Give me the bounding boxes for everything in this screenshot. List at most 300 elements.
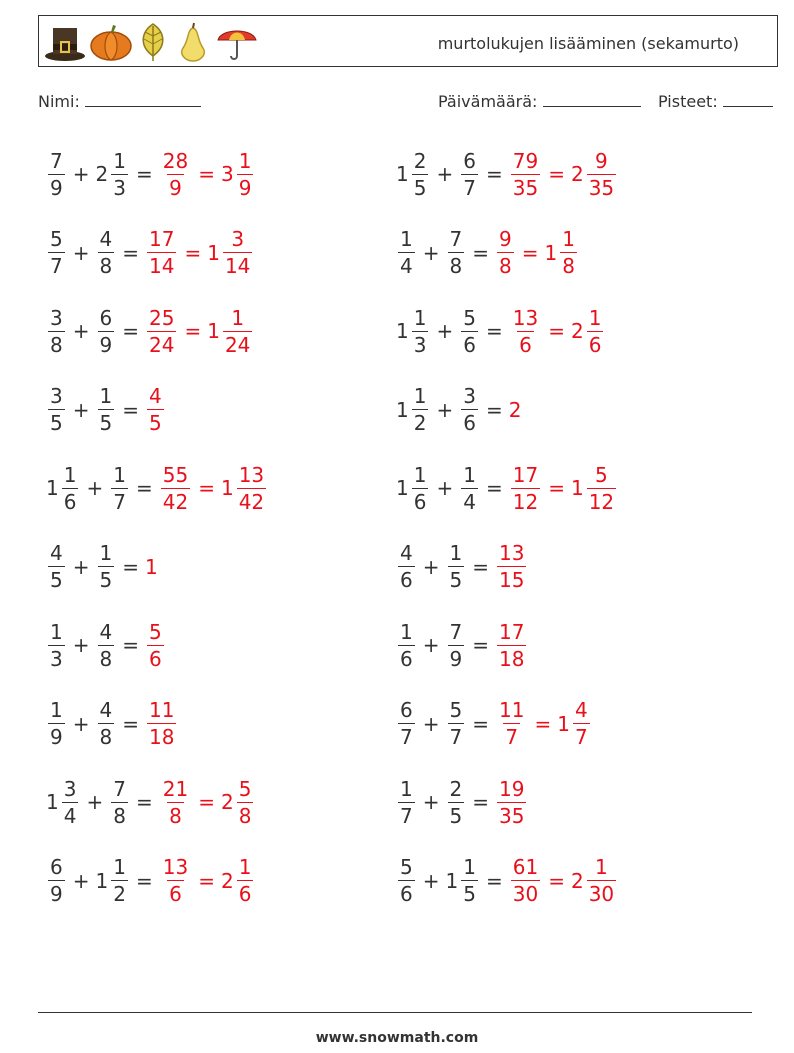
addend-1 [396,700,417,747]
score-label: Pisteet: [658,92,718,111]
numerator: 7 [449,619,463,644]
answer [159,776,256,828]
answer-improper [495,543,528,590]
fraction [461,857,478,904]
denominator: 6 [149,646,162,671]
fraction [62,462,79,514]
whole-number: 2 [95,162,109,186]
fraction [497,543,526,590]
equals-sign: = [472,240,489,265]
numerator: 2 [413,148,427,173]
numerator: 3 [50,305,63,330]
numerator: 17 [512,462,539,487]
fraction [147,386,164,433]
answer-whole: 2 [508,397,522,422]
answer-equals-sign: = [198,162,215,186]
problem-19 [46,849,255,913]
whole-number: 1 [396,476,409,500]
fraction [111,462,128,514]
answer-mixed [220,148,255,200]
numerator: 4 [99,619,113,644]
numerator: 1 [413,305,427,330]
answer-equals-sign: = [548,162,565,186]
numerator: 1 [413,462,427,487]
name-line[interactable] [85,92,201,107]
numerator: 1 [50,698,63,722]
denominator: 12 [512,489,539,514]
plus-sign: + [72,868,90,893]
addend-2 [446,619,467,671]
denominator: 8 [449,254,463,278]
plus-sign: + [422,711,440,736]
numerator: 1 [238,855,252,879]
denominator: 6 [413,489,427,514]
answer-improper [145,229,178,276]
fraction [98,229,115,276]
fraction [497,776,526,828]
denominator: 35 [512,175,539,200]
denominator: 6 [400,882,413,906]
numerator: 2 [449,776,463,801]
fraction [461,386,478,433]
denominator: 9 [99,332,113,357]
whole-number: 1 [570,476,584,500]
answer-equals-sign: = [198,790,215,814]
fraction [111,776,128,828]
answer-equals-sign: = [198,476,215,500]
numerator: 55 [162,462,189,487]
problem-4 [396,221,579,285]
numerator: 1 [413,384,427,408]
denominator: 15 [499,568,525,592]
fraction [237,857,254,904]
fraction [161,776,190,828]
whole-number: 3 [220,162,234,186]
problem-20 [396,849,618,913]
fraction [161,148,190,200]
equals-sign: = [135,476,153,500]
equals-sign: = [122,711,139,736]
fraction [98,700,115,747]
answer [145,229,254,276]
problem-18 [396,770,528,834]
denominator: 14 [149,254,175,278]
numerator: 17 [149,227,175,251]
numerator: 9 [499,227,512,251]
numerator: 28 [162,148,189,173]
score-field [658,92,773,111]
equals-sign: = [122,554,139,579]
leaf-icon [135,22,171,62]
problem-8 [396,378,521,442]
denominator: 12 [588,489,615,514]
fraction [412,305,429,357]
numerator: 1 [463,462,476,487]
denominator: 5 [99,568,113,592]
numerator: 5 [149,619,162,644]
fraction [98,386,115,433]
denominator: 5 [449,803,463,828]
name-field [38,92,201,111]
plus-sign: + [422,790,440,814]
fraction [62,776,79,828]
plus-sign: + [422,633,440,657]
fraction [587,462,616,514]
numerator: 6 [400,698,413,722]
numerator: 13 [238,462,265,487]
whole-number: 1 [220,476,234,500]
answer [495,776,528,828]
answer [495,229,579,276]
denominator: 6 [519,332,532,357]
pilgrim-hat-icon [43,22,87,62]
addend-1 [396,776,417,828]
answer-improper [509,462,542,514]
denominator: 2 [413,411,427,435]
answer-equals-sign: = [184,319,202,343]
addend-2 [96,700,117,747]
denominator: 5 [463,882,476,906]
denominator: 42 [162,489,189,514]
fraction [48,619,65,671]
fraction [497,700,526,747]
denominator: 8 [238,803,252,828]
fraction [98,543,115,590]
date-line[interactable] [543,92,641,107]
numerator: 1 [231,305,245,330]
denominator: 5 [449,568,463,592]
addend-1 [46,776,80,828]
fraction [223,305,252,357]
fraction [511,857,540,904]
answer-improper [495,229,516,276]
numerator: 3 [463,384,476,408]
denominator: 2 [113,882,126,906]
fraction [48,386,65,433]
denominator: 3 [413,332,427,357]
whole-number: 1 [544,240,558,265]
addend-1 [396,543,417,590]
plus-sign: + [422,240,440,265]
denominator: 8 [50,332,63,357]
denominator: 24 [149,332,175,357]
denominator: 9 [50,725,63,749]
numerator: 11 [499,698,525,722]
numerator: 6 [463,148,476,173]
problem-3 [46,221,254,285]
fraction [461,462,478,514]
date-field [438,92,641,111]
denominator: 8 [99,646,113,671]
answer-mixed [207,229,254,276]
answer [145,700,178,747]
denominator: 9 [50,175,63,200]
denominator: 4 [400,254,413,278]
plus-sign: + [72,554,90,579]
fraction [398,543,415,590]
problem-12 [396,535,528,599]
denominator: 5 [149,411,162,435]
fraction [573,700,590,747]
problem-16 [396,692,592,756]
answer-mixed [207,305,254,357]
fraction [398,619,415,671]
whole-number: 2 [220,790,234,814]
fraction [560,229,577,276]
fraction [511,462,540,514]
addend-1 [46,229,67,276]
answer [509,148,618,200]
whole-number: 1 [445,868,459,893]
answer-improper [145,619,166,671]
denominator: 35 [588,175,615,200]
fraction [223,229,252,276]
addend-1 [46,700,67,747]
plus-sign: + [72,319,90,343]
fraction [111,857,128,904]
numerator: 6 [50,855,63,879]
addend-2 [446,229,467,276]
numerator: 1 [113,148,126,173]
denominator: 8 [113,803,126,828]
answer-equals-sign: = [548,319,565,343]
addend-1 [396,305,430,357]
denominator: 30 [588,882,615,906]
denominator: 5 [99,411,113,435]
addend-2 [446,543,467,590]
plus-sign: + [86,790,104,814]
equals-sign: = [122,397,139,422]
denominator: 8 [99,254,113,278]
fraction [398,229,415,276]
fraction [147,700,176,747]
fraction [497,619,526,671]
addend-2 [96,305,117,357]
numerator: 13 [499,541,525,565]
plus-sign: + [436,397,454,422]
fraction [48,857,65,904]
plus-sign: + [436,476,454,500]
numerator: 4 [99,227,113,251]
numerator: 1 [99,541,113,565]
problem-5 [46,299,254,363]
answer-improper [159,857,192,904]
footer-url: www.snowmath.com [315,1030,479,1046]
denominator: 7 [505,725,519,749]
problem-6 [396,299,605,363]
denominator: 5 [50,411,63,435]
addend-1 [46,386,67,433]
denominator: 6 [169,882,182,906]
fraction [398,700,415,747]
numerator: 1 [400,619,413,644]
plus-sign: + [422,554,440,579]
denominator: 24 [224,332,251,357]
denominator: 18 [149,725,175,749]
fraction [48,700,65,747]
numerator: 1 [63,462,77,487]
fraction [111,148,128,200]
denominator: 8 [99,725,113,749]
numerator: 79 [512,148,539,173]
denominator: 6 [400,646,413,671]
date-label: Päivämäärä: [438,92,538,111]
fraction [48,543,65,590]
numerator: 7 [449,227,463,251]
fraction [587,305,604,357]
addend-1 [46,462,80,514]
equals-sign: = [135,868,153,893]
fraction [448,776,465,828]
fraction [98,305,115,357]
numerator: 11 [149,698,175,722]
addend-2 [446,857,480,904]
answer-equals-sign: = [548,476,565,500]
equals-sign: = [485,319,503,343]
fraction [448,619,465,671]
denominator: 7 [113,489,126,514]
addend-1 [46,148,67,200]
answer-improper [495,776,528,828]
fraction [237,462,266,514]
fraction [412,462,429,514]
denominator: 9 [238,175,252,200]
numerator: 6 [99,305,113,330]
equals-sign: = [472,790,489,814]
answer-mixed [557,700,591,747]
plus-sign: + [72,711,90,736]
addend-2 [96,386,117,433]
addend-2 [96,229,117,276]
numerator: 1 [400,227,413,251]
addend-2 [459,305,480,357]
answer-improper [159,462,192,514]
plus-sign: + [72,633,90,657]
addend-1 [396,386,430,433]
numerator: 5 [463,305,476,330]
answer-equals-sign: = [521,240,539,265]
problem-2 [396,142,618,206]
denominator: 9 [449,646,463,671]
equals-sign: = [122,319,139,343]
fraction [48,148,65,200]
plus-sign: + [72,162,90,186]
denominator: 8 [562,254,575,278]
numerator: 4 [400,541,413,565]
equals-sign: = [485,868,503,893]
fraction [237,776,254,828]
denominator: 4 [63,803,77,828]
equals-sign: = [472,711,489,736]
answer-mixed [570,148,618,200]
answer [509,857,618,904]
denominator: 3 [113,175,126,200]
answer-improper [159,776,192,828]
answer [159,148,256,200]
plus-sign: + [436,162,454,186]
numerator: 4 [99,698,113,722]
problem-17 [46,770,255,834]
numerator: 5 [50,227,63,251]
fraction [147,305,176,357]
answer-equals-sign: = [534,711,552,736]
denominator: 5 [413,175,427,200]
addend-1 [396,619,417,671]
whole-number: 2 [570,319,584,343]
whole-number: 1 [46,476,59,500]
whole-number: 1 [396,397,409,422]
problem-9 [46,456,268,520]
numerator: 13 [162,855,189,879]
whole-number: 2 [570,868,584,893]
fraction [161,462,190,514]
denominator: 6 [588,332,602,357]
denominator: 7 [400,803,413,828]
score-line[interactable] [723,92,773,107]
answer-equals-sign: = [184,240,202,265]
numerator: 5 [400,855,413,879]
denominator: 6 [238,882,252,906]
equals-sign: = [135,162,153,186]
answer-improper [509,857,542,904]
answer [145,619,166,671]
denominator: 6 [463,411,476,435]
addend-1 [396,857,417,904]
numerator: 5 [595,462,608,487]
fraction [48,229,65,276]
numerator: 1 [562,227,575,251]
denominator: 14 [224,254,251,278]
numerator: 1 [113,855,126,879]
problem-14 [396,613,528,677]
answer [145,305,254,357]
numerator: 1 [50,619,63,644]
answer [495,619,528,671]
answer [145,555,158,579]
numerator: 21 [162,776,189,801]
denominator: 7 [463,175,476,200]
addend-2 [96,543,117,590]
equals-sign: = [135,790,153,814]
equals-sign: = [122,633,139,657]
problem-15 [46,692,178,756]
problem-10 [396,456,618,520]
denominator: 7 [400,725,413,749]
whole-number: 1 [557,711,570,736]
whole-number: 1 [95,868,109,893]
worksheet-title: murtolukujen lisääminen (sekamurto) [437,34,739,53]
addend-2 [446,776,467,828]
numerator: 1 [588,305,602,330]
addend-1 [396,229,417,276]
denominator: 6 [63,489,77,514]
addend-1 [396,148,430,200]
equals-sign: = [485,162,503,186]
problem-7 [46,378,166,442]
addend-1 [46,543,67,590]
name-label: Nimi: [38,92,80,111]
denominator: 7 [449,725,463,749]
plus-sign: + [86,476,104,500]
answer [509,398,522,422]
addend-1 [396,462,430,514]
addend-2 [95,148,130,200]
addend-1 [46,857,67,904]
denominator: 4 [463,489,476,514]
fraction [398,776,415,828]
numerator: 4 [50,541,63,565]
answer [159,857,256,904]
